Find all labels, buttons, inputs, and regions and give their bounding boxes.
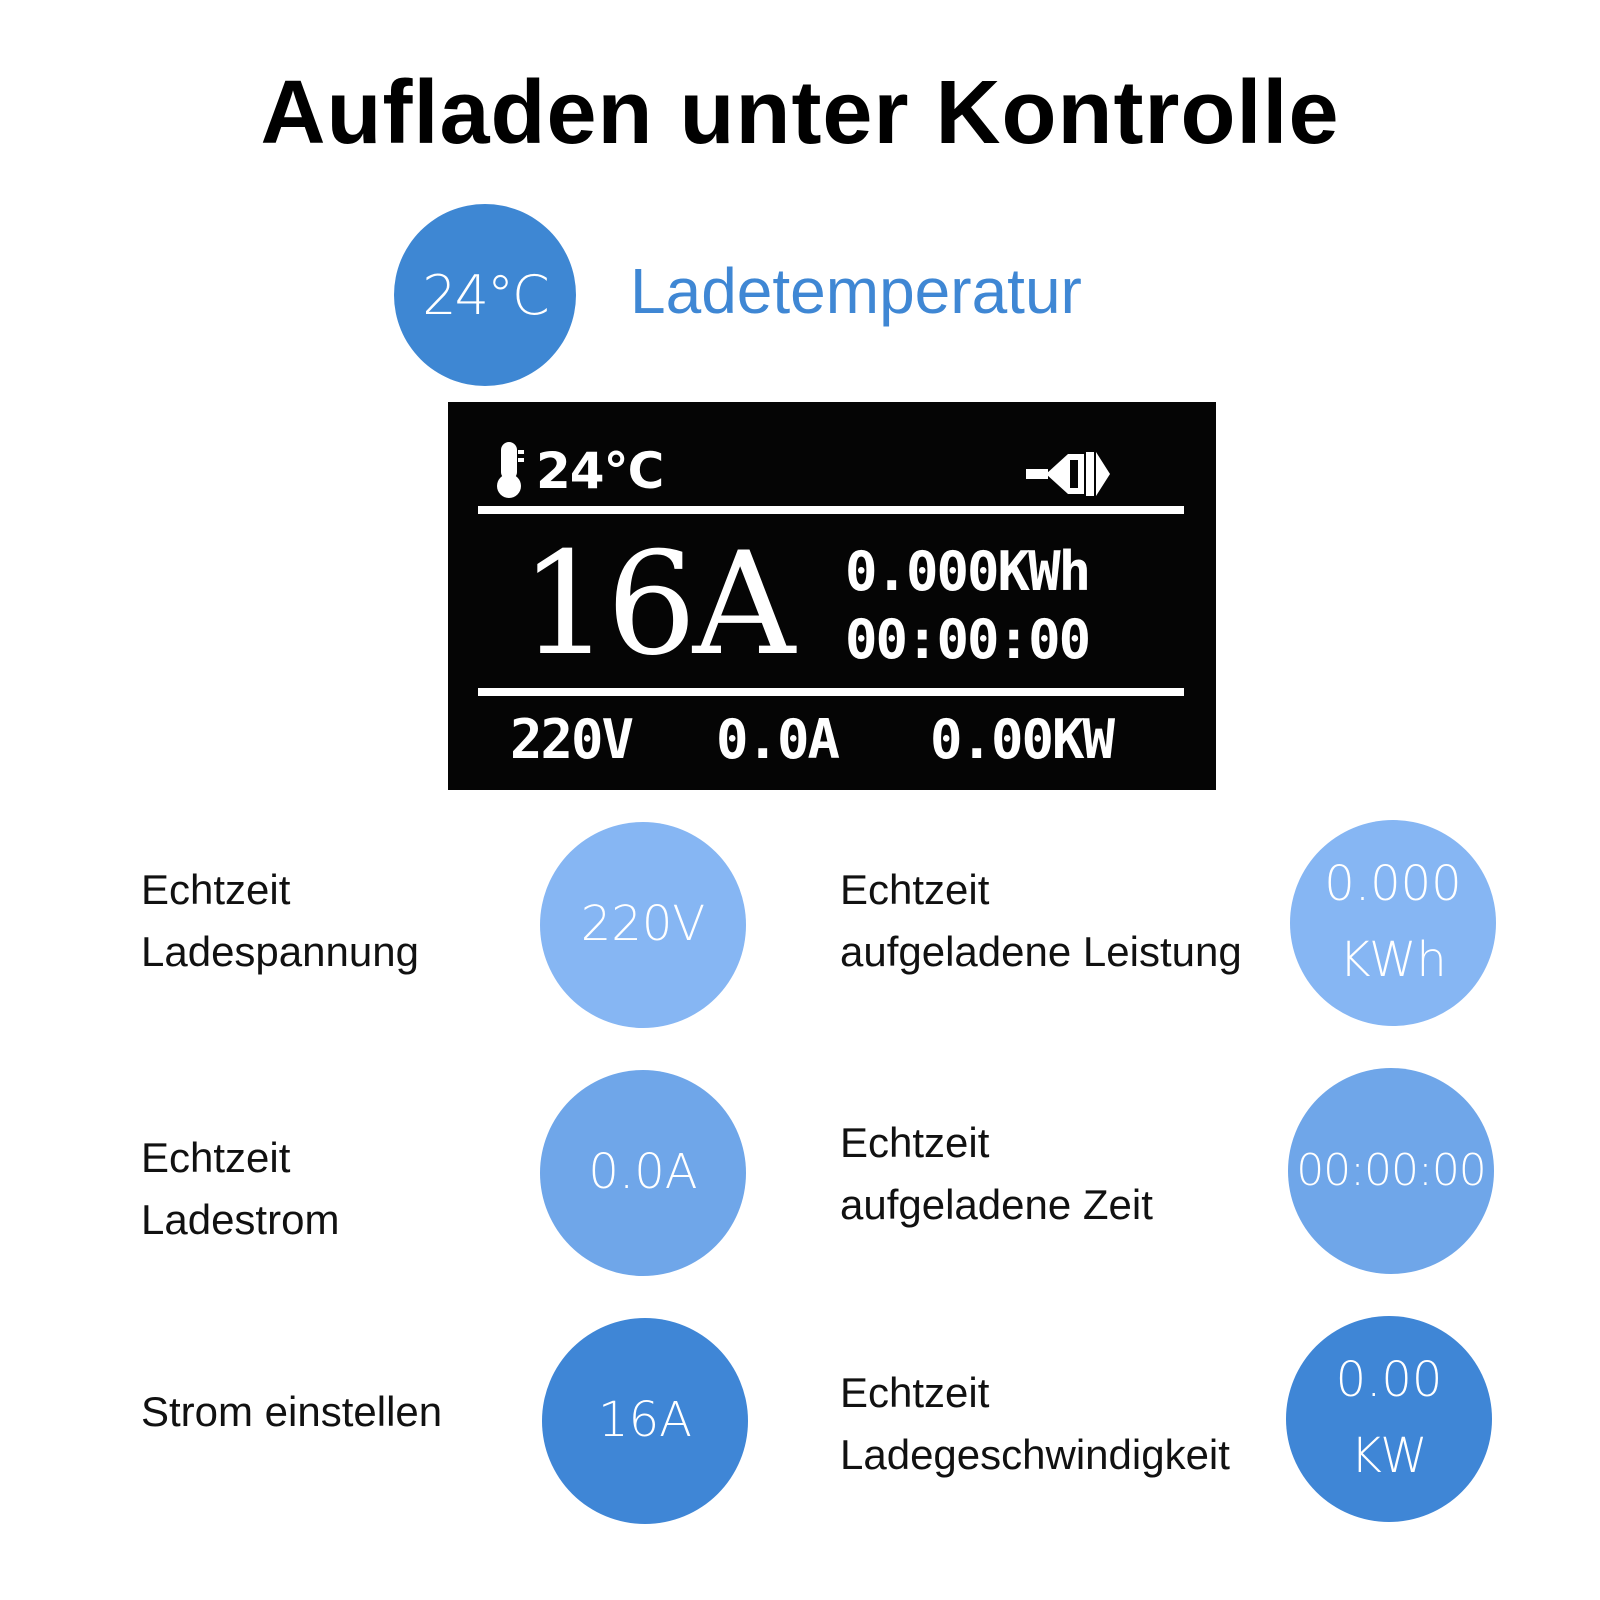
time-label-line1: Echtzeit bbox=[840, 1119, 990, 1166]
energy-value: 0.000 bbox=[1324, 856, 1462, 913]
current-label bbox=[141, 1127, 339, 1251]
power-circle bbox=[1286, 1316, 1492, 1522]
temperature-label: Ladetemperatur bbox=[630, 255, 1082, 327]
page-title: Aufladen unter Kontrolle bbox=[260, 63, 1340, 163]
display-divider-top bbox=[478, 506, 1184, 514]
current-circle bbox=[540, 1070, 746, 1276]
voltage-label-line2: Ladespannung bbox=[141, 928, 419, 975]
plug-icon bbox=[1026, 446, 1112, 507]
temperature-circle bbox=[394, 204, 576, 386]
voltage-label bbox=[141, 859, 419, 983]
current-label-line1: Echtzeit bbox=[141, 1134, 291, 1181]
energy-label bbox=[840, 859, 1242, 983]
display-energy: 0.000KWh bbox=[845, 540, 1090, 603]
time-label bbox=[840, 1112, 1153, 1236]
set-current-label bbox=[141, 1381, 442, 1443]
voltage-label-line1: Echtzeit bbox=[141, 866, 291, 913]
energy-circle bbox=[1290, 820, 1496, 1026]
power-value: 0.00 bbox=[1335, 1352, 1443, 1409]
charger-display bbox=[448, 402, 1216, 790]
time-label-line2: aufgeladene Zeit bbox=[840, 1181, 1153, 1228]
power-unit: KW bbox=[1350, 1428, 1428, 1484]
display-temperature: 24°C bbox=[536, 442, 664, 500]
energy-label-line1: Echtzeit bbox=[840, 866, 990, 913]
display-current: 0.0A bbox=[716, 708, 839, 771]
energy-unit: KWh bbox=[1339, 932, 1447, 988]
thermometer-icon bbox=[492, 440, 526, 505]
voltage-circle bbox=[540, 822, 746, 1028]
temperature-value: 24°C bbox=[422, 263, 548, 327]
current-value: 0.0A bbox=[588, 1144, 698, 1201]
display-current-setting: 16A bbox=[520, 522, 792, 687]
set-current-value: 16A bbox=[598, 1392, 692, 1449]
set-current-label-line1: Strom einstellen bbox=[141, 1388, 443, 1435]
power-label-line2: Ladegeschwindigkeit bbox=[840, 1431, 1230, 1478]
current-label-line2: Ladestrom bbox=[141, 1196, 340, 1243]
time-circle bbox=[1288, 1068, 1494, 1274]
display-power: 0.00KW bbox=[930, 708, 1114, 771]
power-label-line1: Echtzeit bbox=[840, 1369, 990, 1416]
time-value: 00:00:00 bbox=[1296, 1144, 1486, 1196]
voltage-value: 220V bbox=[580, 896, 706, 953]
display-divider-bottom bbox=[478, 688, 1184, 696]
power-label bbox=[840, 1362, 1230, 1486]
display-voltage: 220V bbox=[510, 708, 633, 771]
energy-label-line2: aufgeladene Leistung bbox=[840, 928, 1242, 975]
display-time: 00:00:00 bbox=[845, 608, 1090, 671]
set-current-circle bbox=[542, 1318, 748, 1524]
